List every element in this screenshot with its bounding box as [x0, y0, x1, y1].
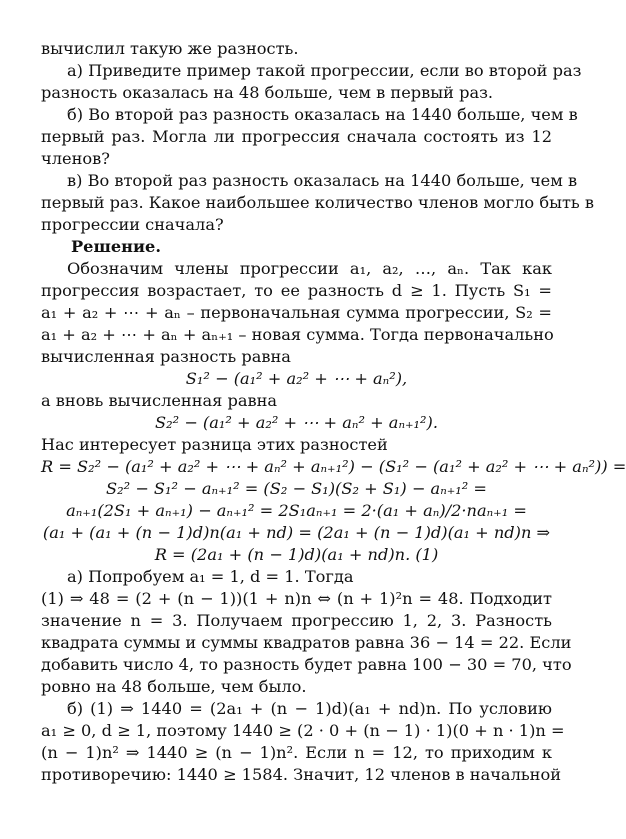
- text-line: S₂² − S₁² − aₙ₊₁² = (S₂ − S₁)(S₂ + S₁) − aₙ₊₁² =: [105, 479, 487, 498]
- text-line: a₁ + a₂ + ⋯ + aₙ – первоначальная сумма прогрессии, S₂ =: [41, 303, 552, 322]
- text-line: R = S₂² − (a₁² + a₂² + ⋯ + aₙ² + aₙ₊₁²) − (S₁² − (a₁² + a₂² + ⋯ + aₙ²)) =: [41, 457, 626, 476]
- text-line: Решение.: [71, 237, 161, 256]
- text-line: противоречию: 1440 ≥ 1584. Значит, 12 членов в начальной: [41, 765, 561, 784]
- text-line: a₁ ≥ 0, d ≥ 1, поэтому 1440 ≥ (2 · 0 + (n − 1) · 1)(0 + n · 1)n =: [41, 721, 565, 740]
- text-line: б) Во второй раз разность оказалась на 1440 больше, чем в: [67, 105, 578, 124]
- text-line: членов?: [41, 149, 110, 168]
- text-line: а) Попробуем a₁ = 1, d = 1. Тогда: [67, 567, 354, 586]
- text-line: ровно на 48 больше, чем было.: [41, 677, 307, 696]
- text-line: разность оказалась на 48 больше, чем в первый раз.: [41, 83, 494, 102]
- text-line: значение n = 3. Получаем прогрессию 1, 2, 3. Разность: [41, 611, 552, 630]
- text-line: (n − 1)n² ⇒ 1440 ≥ (n − 1)n². Если n = 12, то приходим к: [41, 743, 552, 762]
- text-line: вычисленная разность равна: [41, 347, 291, 366]
- text-line: добавить число 4, то разность будет равна 100 − 30 = 70, что: [41, 655, 572, 674]
- text-line: прогрессии сначала?: [41, 215, 224, 234]
- text-line: в) Во второй раз разность оказалась на 1440 больше, чем в: [67, 171, 578, 190]
- text-line: а вновь вычисленная равна: [41, 391, 278, 410]
- text-line: S₂² − (a₁² + a₂² + ⋯ + aₙ² + aₙ₊₁²).: [155, 413, 438, 432]
- text-line: aₙ₊₁(2S₁ + aₙ₊₁) − aₙ₊₁² = 2S₁aₙ₊₁ = 2·(a₁ + aₙ)/2·naₙ₊₁ =: [66, 501, 527, 520]
- text-line: квадрата суммы и суммы квадратов равна 36 − 14 = 22. Если: [41, 633, 572, 652]
- text-line: a₁ + a₂ + ⋯ + aₙ + aₙ₊₁ – новая сумма. Тогда первоначально: [41, 325, 554, 344]
- text-line: первый раз. Какое наибольшее количество членов могло быть в: [41, 193, 594, 212]
- text-line: первый раз. Могла ли прогрессия сначала состоять из 12: [41, 127, 552, 146]
- text-line: S₁² − (a₁² + a₂² + ⋯ + aₙ²),: [185, 369, 408, 388]
- text-line: б) (1) ⇒ 1440 = (2a₁ + (n − 1)d)(a₁ + nd)n. По условию: [67, 699, 552, 718]
- text-line: (a₁ + (a₁ + (n − 1)d)n(a₁ + nd) = (2a₁ + (n − 1)d)(a₁ + nd)n ⇒: [42, 523, 551, 542]
- text-line: Нас интересует разница этих разностей: [41, 435, 388, 454]
- text-line: а) Приведите пример такой прогрессии, если во второй раз: [67, 61, 582, 80]
- text-line: (1) ⇒ 48 = (2 + (n − 1))(1 + n)n ⇔ (n + 1)²n = 48. Подходит: [41, 589, 552, 608]
- text-line: прогрессия возрастает, то ее разность d ≥ 1. Пусть S₁ =: [41, 281, 552, 300]
- text-line: Обозначим члены прогрессии a₁, a₂, …, aₙ. Так как: [67, 259, 552, 278]
- text-line: вычислил такую же разность.: [41, 39, 299, 58]
- text-line: R = (2a₁ + (n − 1)d)(a₁ + nd)n. (1): [154, 545, 439, 564]
